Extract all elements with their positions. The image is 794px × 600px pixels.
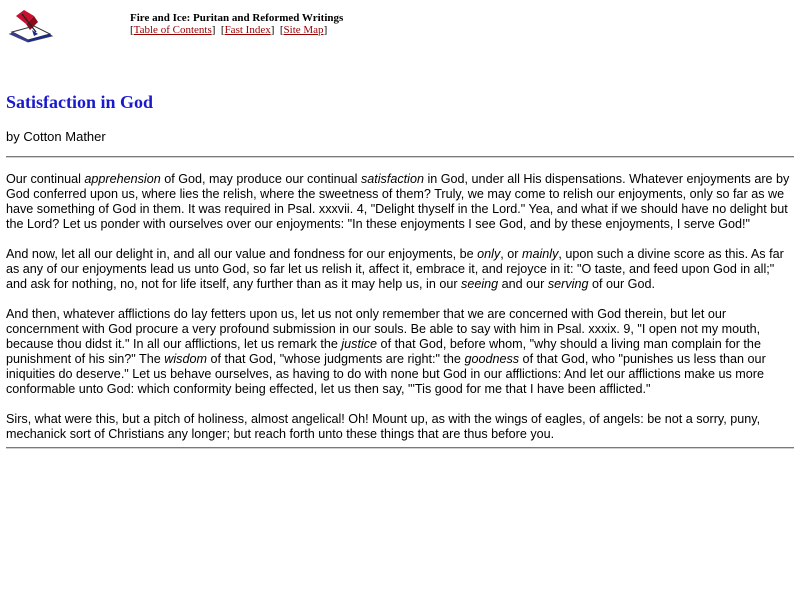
emphasis-text: apprehension	[84, 172, 161, 186]
emphasis-text: seeing	[461, 277, 499, 291]
emphasis-text: goodness	[464, 352, 520, 366]
emphasis-text: only	[477, 247, 501, 261]
text-run: in God, under all His dispensations. Whatever enjoyments are by God conferred upon us, where lies the relish, where the sweetness of them? Truly, we may come to relish our enjoyments, only so far as we have something of God in them. It was required in Psal. xxxvii. 4, "Delight thyself in the Lord." Yea, and what if we should have no delight but the Lord? Let us ponder with ourselves over our enjoyments: "In these enjoyments I see God, and by these enjoyments, I serve God!"	[6, 172, 790, 231]
nav-links: [Table of Contents] [Fast Index] [Site Map]	[130, 24, 328, 36]
nav-link-table-of-contents[interactable]: Table of Contents	[133, 24, 212, 36]
paragraph-4	[6, 412, 794, 442]
author-byline: by Cotton Mather	[6, 129, 106, 144]
emphasis-text: serving	[547, 277, 589, 291]
text-run: , upon such a divine score as this. As far as any of our enjoyments lead us unto God, so far let us relish it, affect it, embrace it, and rejoyce in it: "O taste, and feed upon God in all;" and ask for nothing, no, not for life itself, any further than as it may help us, in our	[6, 247, 784, 291]
divider-top	[6, 156, 794, 158]
book-and-quill-logo-icon[interactable]	[8, 8, 60, 44]
text-run: of that God, who "punishes us less than our iniquities do deserve." Let us behave ourselves, as having to do with none but God in our afflictions: And let our afflictions make us more conformable unto God: which conformity being effected, let us then say, "'Tis good for me that I have been afflicted."	[6, 352, 766, 396]
text-run: , or	[500, 247, 522, 261]
divider-bottom	[6, 447, 794, 449]
text-run: of that God, "whose judgments are right:" the	[206, 352, 465, 366]
text-run: And then, whatever afflictions do lay fetters upon us, let us not only remember that we are concerned with God therein, but let our concernment with God procure a very profound submission in our souls. Be able to say with him in Psal. xxxix. 9, "I open not my mouth, because thou didst it." In all our afflictions, let us remark the	[6, 307, 761, 351]
page-title: Satisfaction in God	[6, 92, 154, 112]
text-run: Sirs, what were this, but a pitch of holiness, almost angelical! Oh! Mount up, as with the wings of eagles, of angels: be not a sorry, puny, mechanick sort of Christians any longer; but reach forth unto these things that are thus before you.	[6, 412, 761, 441]
emphasis-text: wisdom	[164, 352, 207, 366]
emphasis-text: justice	[341, 337, 378, 351]
paragraph-3	[6, 307, 794, 397]
text-run: of our God.	[588, 277, 655, 291]
text-run: of that God, before whom, "why should a living man complain for the punishment of his sin?" The	[6, 337, 761, 366]
site-title: Fire and Ice: Puritan and Reformed Writings	[130, 12, 344, 24]
emphasis-text: satisfaction	[360, 172, 424, 186]
nav-link-site-map[interactable]: Site Map	[283, 24, 324, 36]
emphasis-text: mainly	[521, 247, 559, 261]
paragraph-2	[6, 247, 794, 292]
site-header	[6, 6, 786, 46]
article-body	[6, 172, 794, 457]
text-run: And now, let all our delight in, and all our value and fondness for our enjoyments, be	[6, 247, 478, 261]
paragraph-1	[6, 172, 794, 232]
text-run: Our continual	[6, 172, 85, 186]
text-run: and our	[498, 277, 548, 291]
text-run: of God, may produce our continual	[160, 172, 361, 186]
nav-link-fast-index[interactable]: Fast Index	[224, 24, 271, 36]
